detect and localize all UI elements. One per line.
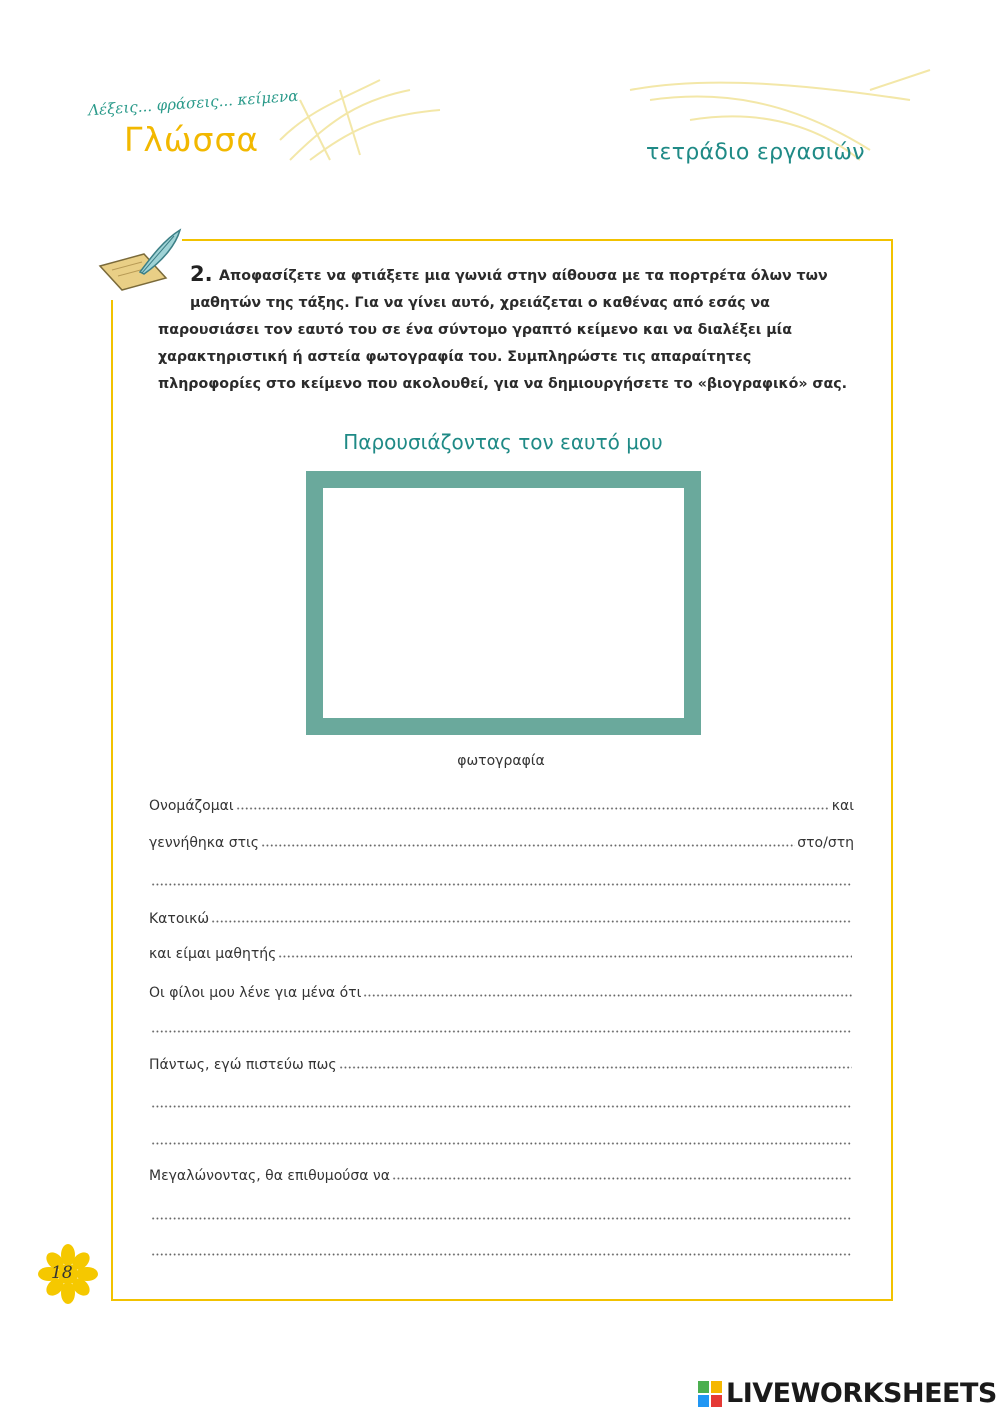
section-title: Παρουσιάζοντας τον εαυτό μου [343, 430, 663, 454]
exercise-number: 2. [190, 262, 213, 286]
fill-line-belief[interactable] [149, 1056, 854, 1076]
blank-dots[interactable] [151, 1243, 852, 1256]
blank-dots[interactable] [211, 910, 852, 923]
fill-line-friends[interactable] [149, 984, 854, 1004]
fill-line-student[interactable] [149, 945, 854, 965]
field-label: Μεγαλώνοντας, θα επιθυμούσα να [149, 1168, 390, 1184]
field-label: Κατοικώ [149, 911, 210, 927]
blank-dots[interactable] [392, 1167, 852, 1180]
field-label: Οι φίλοι μου λένε για μένα ότι [149, 985, 362, 1001]
fill-line-blank[interactable] [149, 1020, 854, 1040]
liveworksheets-logo [698, 1378, 997, 1409]
fill-line-blank[interactable] [149, 873, 854, 893]
fill-line-blank[interactable] [149, 1132, 854, 1152]
field-label: Πάντως, εγώ πιστεύω πως [149, 1057, 337, 1073]
instruction-line: μαθητών της τάξης. Για να γίνει αυτό, χρειάζεται ο καθένας από εσάς να [190, 295, 770, 311]
blank-dots[interactable] [151, 1095, 852, 1108]
blank-dots[interactable] [151, 1207, 852, 1220]
field-suffix: και [831, 798, 854, 814]
series-title: Λέξεις... φράσεις... κείμενα [87, 86, 299, 120]
photo-frame[interactable] [306, 471, 701, 735]
blank-dots[interactable] [151, 1132, 852, 1145]
instruction-line: πληροφορίες στο κείμενο που ακολουθεί, για να δημιουργήσετε το «βιογραφικό» σας. [158, 376, 848, 392]
blank-dots[interactable] [151, 1020, 852, 1033]
field-label: Ονομάζομαι [149, 798, 234, 814]
instruction-line: Αποφασίζετε να φτιάξετε μια γωνιά στην αίθουσα με τα πορτρέτα όλων των [219, 268, 828, 284]
field-label: και είμαι μαθητής [149, 946, 277, 962]
field-suffix: στο/στη [797, 835, 854, 851]
instruction-line: παρουσιάσει τον εαυτό του σε ένα σύντομο γραπτό κείμενο και να διαλέξει μία [158, 322, 792, 338]
fill-line-birth[interactable] [149, 834, 854, 854]
liveworksheets-icon [698, 1381, 722, 1407]
blank-dots[interactable] [363, 984, 852, 997]
photo-area[interactable] [323, 488, 684, 718]
instruction-line: χαρακτηριστική ή αστεία φωτογραφία του. Συμπληρώστε τις απαραίτητες [158, 349, 752, 365]
workbook-label: τετράδιο εργασιών [646, 140, 865, 165]
blank-dots[interactable] [151, 873, 852, 886]
blank-dots[interactable] [236, 797, 830, 810]
field-label: γεννήθηκα στις [149, 835, 259, 851]
fill-line-wish[interactable] [149, 1167, 854, 1187]
photo-caption: φωτογραφία [457, 753, 545, 769]
blank-dots[interactable] [278, 945, 852, 958]
watermark-text: LIVEWORKSHEETS [726, 1378, 997, 1409]
fill-line-blank[interactable] [149, 1243, 854, 1263]
fill-line-name[interactable] [149, 797, 854, 817]
quill-paper-icon [96, 226, 186, 296]
page-number: 18 [51, 1263, 73, 1283]
blank-dots[interactable] [261, 834, 795, 847]
fill-line-blank[interactable] [149, 1095, 854, 1115]
subject-title: Γλώσσα [124, 120, 260, 159]
fill-line-residence[interactable] [149, 910, 854, 930]
fill-line-blank[interactable] [149, 1207, 854, 1227]
blank-dots[interactable] [339, 1056, 852, 1069]
